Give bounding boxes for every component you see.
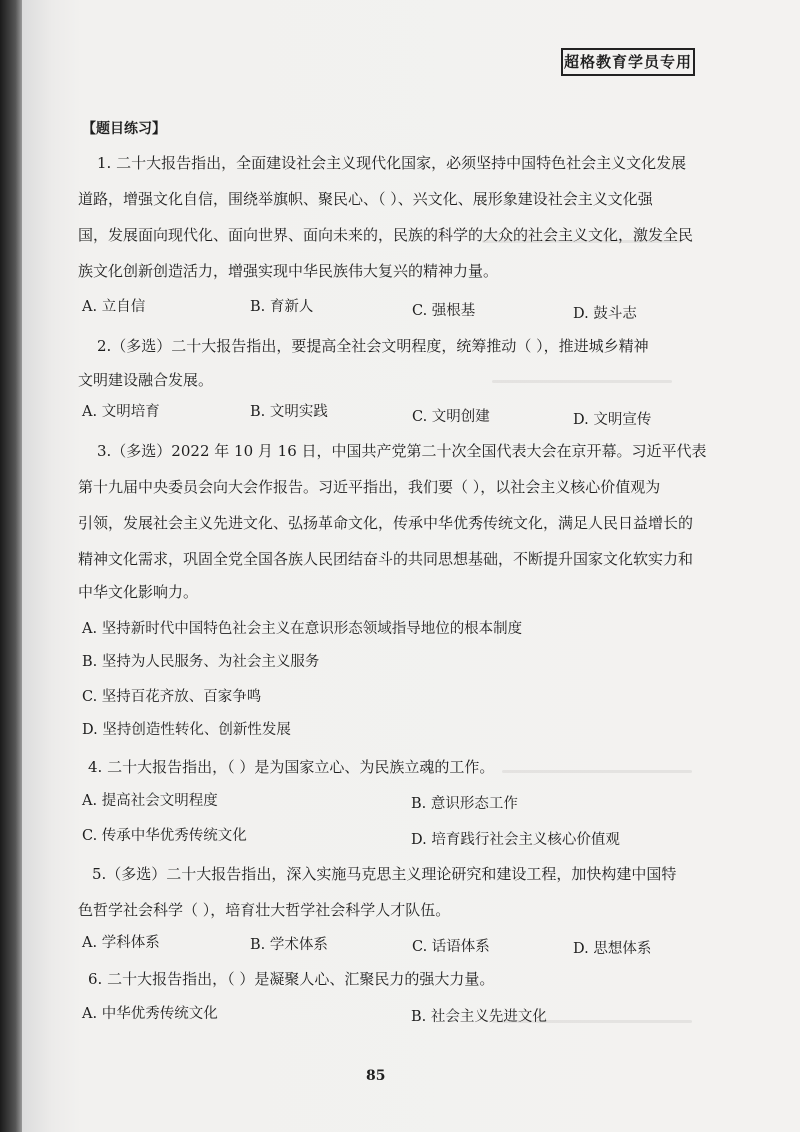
q2-option-a: A. 文明培育 — [82, 404, 160, 420]
header-stamp: 超格教育学员专用 — [561, 48, 695, 76]
q1-option-b: B. 育新人 — [250, 299, 314, 315]
page-number: 85 — [366, 1068, 386, 1084]
q1-option-d: D. 鼓斗志 — [573, 306, 637, 322]
q4-option-b: B. 意识形态工作 — [411, 796, 518, 812]
bleed-through-mark — [492, 1020, 692, 1023]
q4-option-a: A. 提高社会文明程度 — [82, 793, 218, 809]
q3-line-4: 精神文化需求，巩固全党全国各族人民团结奋斗的共同思想基础，不断提升国家文化软实力和 — [78, 550, 694, 568]
q5-option-c: C. 话语体系 — [412, 939, 490, 955]
bleed-through-mark — [502, 770, 692, 773]
bleed-through-mark — [482, 240, 682, 243]
bleed-through-mark — [492, 380, 672, 383]
q1-line-3: 国，发展面向现代化、面向世界、面向未来的，民族的科学的大众的社会主义文化，激发全民 — [78, 226, 694, 244]
q6-option-a: A. 中华优秀传统文化 — [82, 1006, 218, 1022]
q2-option-b: B. 文明实践 — [250, 404, 328, 420]
q3-option-b: B. 坚持为人民服务、为社会主义服务 — [82, 654, 320, 670]
q1-line-2: 道路，增强文化自信，围绕举旗帜、聚民心、（ ）、兴文化、展形象建设社会主义文化强 — [78, 190, 653, 208]
q2-option-d: D. 文明宣传 — [573, 412, 652, 428]
q2-option-c: C. 文明创建 — [412, 409, 490, 425]
q3-line-5: 中华文化影响力。 — [78, 583, 199, 601]
q2-line-1: 2.（多选）二十大报告指出，要提高全社会文明程度，统筹推动（ ），推进城乡精神 — [97, 337, 649, 355]
q1-line-1: 1. 二十大报告指出，全面建设社会主义现代化国家，必须坚持中国特色社会主义文化发展 — [97, 154, 687, 172]
q5-option-d: D. 思想体系 — [573, 941, 652, 957]
q6-option-b: B. 社会主义先进文化 — [411, 1009, 547, 1025]
q1-option-a: A. 立自信 — [82, 299, 146, 315]
q3-line-2: 第十九届中央委员会向大会作报告。习近平指出，我们要（ ），以社会主义核心价值观为 — [78, 478, 661, 496]
q3-line-1: 3.（多选）2022 年 10 月 16 日，中国共产党第二十次全国代表大会在京开幕。习近平代表 — [97, 442, 707, 460]
q3-line-3: 引领，发展社会主义先进文化、弘扬革命文化，传承中华优秀传统文化，满足人民日益增长的 — [78, 514, 694, 532]
q6-line-1: 6. 二十大报告指出，（ ）是凝聚人心、汇聚民力的强大力量。 — [88, 970, 495, 988]
book-spine-shadow — [0, 0, 22, 1132]
q4-line-1: 4. 二十大报告指出，（ ）是为国家立心、为民族立魂的工作。 — [88, 758, 495, 776]
q5-option-b: B. 学术体系 — [250, 937, 328, 953]
q5-option-a: A. 学科体系 — [82, 935, 160, 951]
q3-option-d: D. 坚持创造性转化、创新性发展 — [82, 722, 291, 738]
q4-option-c: C. 传承中华优秀传统文化 — [82, 828, 247, 844]
q5-line-1: 5.（多选）二十大报告指出，深入实施马克思主义理论研究和建设工程，加快构建中国特 — [92, 865, 677, 883]
q3-option-c: C. 坚持百花齐放、百家争鸣 — [82, 689, 262, 705]
q1-option-c: C. 强根基 — [412, 303, 476, 319]
q5-line-2: 色哲学社会科学（ ），培育壮大哲学社会科学人才队伍。 — [78, 901, 451, 919]
q3-option-a: A. 坚持新时代中国特色社会主义在意识形态领域指导地位的根本制度 — [82, 621, 523, 637]
book-page — [22, 0, 800, 1132]
section-title: 【题目练习】 — [82, 121, 166, 137]
q4-option-d: D. 培育践行社会主义核心价值观 — [411, 832, 620, 848]
q2-line-2: 文明建设融合发展。 — [78, 371, 214, 389]
q1-line-4: 族文化创新创造活力，增强实现中华民族伟大复兴的精神力量。 — [78, 262, 499, 280]
